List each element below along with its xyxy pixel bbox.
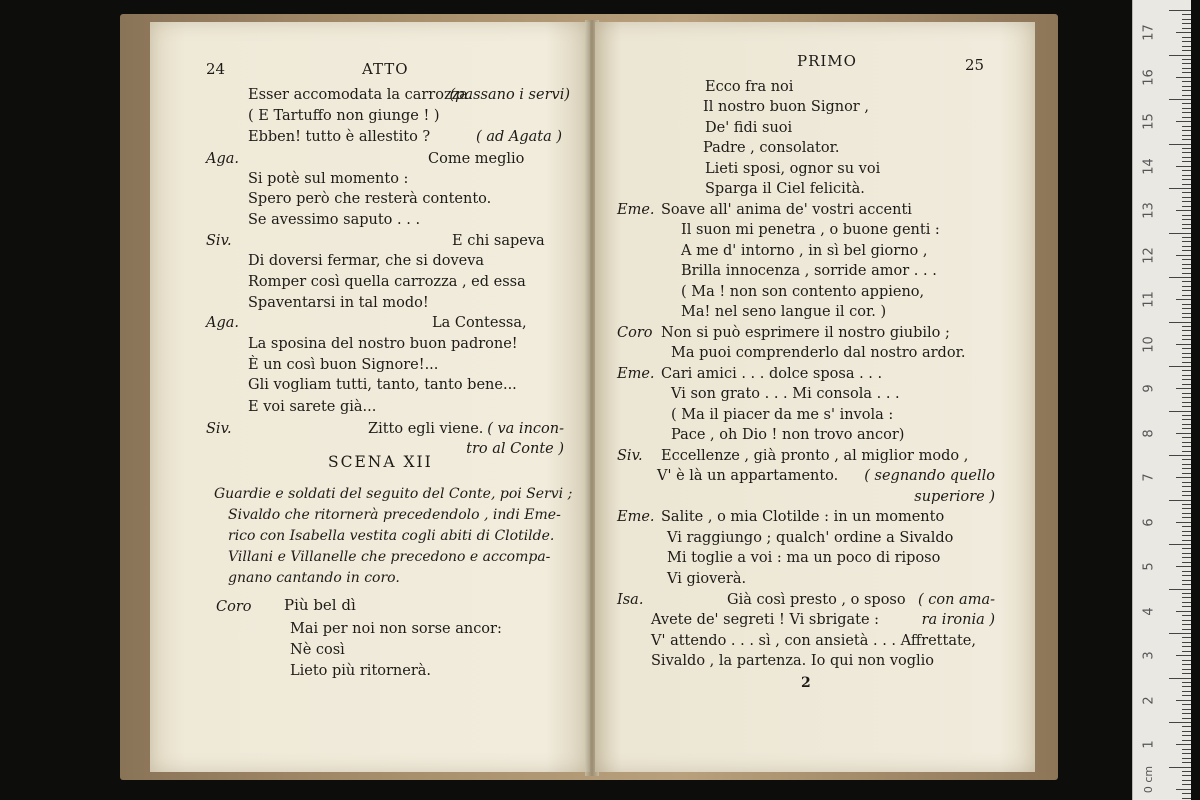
ruler-tick — [1182, 237, 1191, 238]
ruler-tick — [1182, 669, 1191, 670]
ruler-tick — [1182, 250, 1191, 251]
ruler-tick — [1169, 722, 1191, 723]
verse-line: E voi sarete già... — [248, 399, 377, 415]
verse-line: E chi sapeva — [452, 233, 545, 249]
verse-line: Cari amici . . . dolce sposa . . . — [661, 366, 883, 382]
ruler-unit: 0 cm — [1142, 765, 1156, 794]
ruler-tick — [1182, 584, 1191, 585]
ruler-tick — [1182, 219, 1191, 220]
ruler-tick — [1182, 695, 1191, 696]
ruler-tick — [1182, 197, 1191, 198]
ruler-tick — [1182, 713, 1191, 714]
ruler-number: 11 — [1141, 291, 1157, 308]
ruler-tick — [1182, 798, 1191, 799]
verse-line: ( Ma il piacer da me s' invola : — [671, 407, 894, 423]
stage-note: superiore ) — [914, 489, 995, 505]
verse-line: Se avessimo saputo . . . — [248, 212, 421, 228]
verse-line: Sparga il Ciel felicità. — [705, 181, 865, 197]
ruler-tick — [1182, 548, 1191, 549]
verse-line: A me d' intorno , in sì bel giorno , — [681, 243, 928, 259]
ruler-tick — [1182, 90, 1191, 91]
ruler-tick — [1182, 664, 1191, 665]
ruler-tick — [1169, 500, 1191, 501]
ruler-tick — [1182, 72, 1191, 73]
ruler-tick — [1176, 566, 1191, 567]
ruler-tick — [1176, 299, 1191, 300]
stage-note: ( segnando quello — [864, 468, 995, 484]
ruler-tick — [1182, 646, 1191, 647]
ruler-tick — [1182, 749, 1191, 750]
ruler-tick — [1182, 784, 1191, 785]
ruler-tick — [1182, 135, 1191, 136]
ruler-tick — [1169, 233, 1191, 234]
ruler-tick — [1182, 718, 1191, 719]
verse-line: Lieti sposi, ognor su voi — [705, 161, 881, 177]
speaker-label: Aga. — [206, 315, 240, 331]
ruler-number: 10 — [1141, 335, 1157, 353]
verse-line: Il suon mi penetra , o buone genti : — [681, 222, 940, 238]
ruler-tick — [1182, 415, 1191, 416]
ruler-tick — [1169, 544, 1191, 545]
ruler-tick — [1182, 23, 1191, 24]
ruler-tick — [1182, 206, 1191, 207]
ruler-tick — [1182, 63, 1191, 64]
ruler-tick — [1182, 19, 1191, 20]
ruler-tick — [1182, 482, 1191, 483]
speaker-label: Siv. — [617, 448, 643, 464]
verse-line: Soave all' anima de' vostri accenti — [661, 202, 912, 218]
verse-line: Sivaldo , la partenza. Io qui non voglio — [651, 653, 935, 669]
ruler-tick — [1169, 767, 1191, 768]
verse-line: Zitto egli viene. — [368, 421, 484, 437]
ruler-number: 2 — [1141, 695, 1157, 705]
ruler-tick — [1169, 10, 1191, 11]
verse-line: Di doversi fermar, che si doveva — [248, 253, 485, 269]
ruler-tick — [1182, 762, 1191, 763]
verse-line: Mi toglie a voi : ma un poco di riposo — [667, 550, 941, 566]
ruler-tick — [1176, 77, 1191, 78]
ruler-tick — [1169, 99, 1191, 100]
coro-verse-line: Nè così — [290, 642, 345, 658]
scene-heading: SCENA XII — [328, 453, 433, 471]
verse-line: V' attendo . . . sì , con ansietà . . . Affrettate, — [651, 633, 976, 649]
ruler-tick — [1176, 255, 1191, 256]
ruler-tick — [1182, 28, 1191, 29]
stage-direction-line: gnano cantando in coro. — [228, 570, 400, 586]
ruler-tick — [1182, 286, 1191, 287]
ruler-tick — [1182, 290, 1191, 291]
speaker-label: Eme. — [617, 202, 655, 218]
ruler-tick — [1182, 437, 1191, 438]
ruler-tick — [1182, 504, 1191, 505]
speaker-label: Siv. — [206, 421, 232, 437]
ruler-tick — [1182, 606, 1191, 607]
speaker-label: Coro — [617, 325, 653, 341]
ruler-tick — [1182, 597, 1191, 598]
ruler-tick — [1182, 446, 1191, 447]
ruler-tick — [1182, 330, 1191, 331]
stage-note: ra ironia ) — [921, 612, 995, 628]
verse-line: La Contessa, — [432, 315, 527, 331]
ruler-tick — [1182, 59, 1191, 60]
ruler-tick — [1182, 184, 1191, 185]
ruler-tick — [1182, 442, 1191, 443]
verse-line: Vi raggiungo ; qualch' ordine a Sivaldo — [667, 530, 954, 546]
ruler-tick — [1182, 531, 1191, 532]
ruler-tick — [1182, 562, 1191, 563]
ruler-tick — [1182, 201, 1191, 202]
ruler-tick — [1176, 433, 1191, 434]
verse-line: Vi gioverà. — [667, 571, 747, 587]
coro-verse-line: Più bel dì — [284, 596, 356, 614]
ruler-tick — [1182, 379, 1191, 380]
verse-line: Gli vogliam tutti, tanto, tanto bene... — [248, 377, 517, 393]
ruler-number: 14 — [1141, 157, 1157, 175]
verse-line: Ma! nel seno langue il cor. ) — [681, 304, 887, 320]
ruler-tick — [1169, 455, 1191, 456]
ruler-tick — [1182, 37, 1191, 38]
ruler-tick — [1182, 704, 1191, 705]
ruler-tick — [1169, 366, 1191, 367]
ruler-tick — [1182, 682, 1191, 683]
ruler-tick — [1182, 117, 1191, 118]
ruler-tick — [1182, 540, 1191, 541]
verse-line: Come meglio — [428, 151, 525, 167]
ruler-tick — [1182, 362, 1191, 363]
ruler-tick — [1182, 468, 1191, 469]
ruler-tick — [1182, 517, 1191, 518]
ruler-tick — [1182, 304, 1191, 305]
verse-line: De' fidi suoi — [705, 120, 793, 136]
ruler-tick — [1182, 771, 1191, 772]
page-number-left: 24 — [206, 60, 226, 78]
ruler-tick — [1182, 620, 1191, 621]
verse-line: Vi son grato . . . Mi consola . . . — [671, 386, 900, 402]
ruler-tick — [1169, 277, 1191, 278]
ruler-number: 5 — [1141, 562, 1157, 571]
ruler-tick — [1182, 41, 1191, 42]
ruler-tick — [1182, 14, 1191, 15]
verse-line: Padre , consolator. — [703, 140, 840, 156]
verse-line: Esser accomodata la carrozza. — [248, 87, 473, 103]
verse-line: Ebben! tutto è allestito ? — [248, 129, 431, 145]
ruler-tick — [1169, 144, 1191, 145]
ruler-number: 4 — [1141, 606, 1157, 616]
ruler-tick — [1182, 335, 1191, 336]
speaker-label: Eme. — [617, 366, 655, 382]
verse-line: Spero però che resterà contento. — [248, 191, 492, 207]
verse-line: Pace , oh Dio ! non trovo ancor) — [671, 427, 905, 443]
ruler-number: 8 — [1141, 428, 1157, 438]
ruler-tick — [1182, 602, 1191, 603]
ruler-tick — [1182, 161, 1191, 162]
verse-line: Ma puoi comprenderlo dal nostro ardor. — [671, 345, 966, 361]
right-page — [595, 22, 1035, 772]
ruler-tick — [1182, 339, 1191, 340]
verse-line: Eccellenze , già pronto , al miglior modo , — [661, 448, 969, 464]
ruler-tick — [1182, 246, 1191, 247]
ruler-tick — [1182, 526, 1191, 527]
ruler-tick — [1182, 259, 1191, 260]
stage-note: ( va incon- — [487, 421, 564, 437]
ruler-tick — [1182, 241, 1191, 242]
ruler-tick — [1182, 126, 1191, 127]
page-number-right: 25 — [965, 56, 985, 74]
stage-direction-line: Sivaldo che ritornerà precedendolo , indi Eme- — [228, 507, 561, 523]
signature-mark: 2 — [801, 675, 811, 691]
ruler-tick — [1182, 402, 1191, 403]
verse-line: ( E Tartuffo non giunge ! ) — [248, 108, 440, 124]
ruler-tick — [1182, 175, 1191, 176]
speaker-label: Isa. — [617, 592, 644, 608]
ruler-tick — [1169, 678, 1191, 679]
stage-note: (passano i servi) — [449, 87, 570, 103]
ruler-tick — [1182, 112, 1191, 113]
verse-line: Avete de' segreti ! Vi sbrigate : — [651, 612, 880, 628]
ruler-number: 15 — [1141, 113, 1157, 130]
ruler-tick — [1176, 388, 1191, 389]
ruler-tick — [1182, 651, 1191, 652]
ruler-tick — [1182, 264, 1191, 265]
ruler-tick — [1182, 357, 1191, 358]
ruler-tick — [1182, 575, 1191, 576]
ruler-tick — [1182, 473, 1191, 474]
ruler-tick — [1169, 322, 1191, 323]
ruler-tick — [1182, 326, 1191, 327]
ruler-tick — [1182, 317, 1191, 318]
ruler-tick — [1182, 775, 1191, 776]
ruler-tick — [1182, 170, 1191, 171]
verse-line: Si potè sul momento : — [248, 171, 409, 187]
speaker-label: Siv. — [206, 233, 232, 249]
ruler-tick — [1169, 188, 1191, 189]
verse-line: La sposina del nostro buon padrone! — [248, 336, 518, 352]
left-page — [150, 22, 590, 772]
ruler-tick — [1182, 637, 1191, 638]
ruler-tick — [1182, 397, 1191, 398]
ruler-tick — [1182, 459, 1191, 460]
ruler-tick — [1182, 224, 1191, 225]
stage-direction-line: Guardie e soldati del seguito del Conte, poi Servi ; — [214, 486, 573, 502]
ruler-tick — [1182, 593, 1191, 594]
running-head-left: ATTO — [362, 60, 409, 78]
ruler-tick — [1182, 495, 1191, 496]
ruler-tick — [1182, 68, 1191, 69]
ruler-tick — [1182, 393, 1191, 394]
verse-line: È un così buon Signore!... — [248, 357, 439, 373]
ruler-tick — [1182, 642, 1191, 643]
ruler-tick — [1182, 491, 1191, 492]
ruler-tick — [1176, 655, 1191, 656]
ruler-tick — [1182, 308, 1191, 309]
ruler-tick — [1176, 744, 1191, 745]
ruler-tick — [1182, 152, 1191, 153]
ruler-tick — [1182, 686, 1191, 687]
ruler-tick — [1176, 789, 1191, 790]
ruler-tick — [1182, 157, 1191, 158]
ruler-tick — [1182, 508, 1191, 509]
ruler-tick — [1176, 32, 1191, 33]
stage-note: ( con ama- — [917, 592, 995, 608]
ruler-tick — [1176, 522, 1191, 523]
ruler-number: 9 — [1141, 384, 1157, 393]
verse-line: Brilla innocenza , sorride amor . . . — [681, 263, 937, 279]
stage-note: ( ad Agata ) — [476, 129, 562, 145]
ruler-tick — [1182, 486, 1191, 487]
ruler-tick — [1182, 273, 1191, 274]
stage-direction-line: rico con Isabella vestita cogli abiti di Clotilde. — [228, 528, 555, 544]
ruler-tick — [1182, 513, 1191, 514]
speaker-label: Eme. — [617, 509, 655, 525]
ruler-tick — [1182, 424, 1191, 425]
verse-line: Salite , o mia Clotilde : in un momento — [661, 509, 945, 525]
ruler-tick — [1182, 370, 1191, 371]
ruler-tick — [1182, 428, 1191, 429]
ruler-tick — [1182, 753, 1191, 754]
ruler-tick — [1182, 580, 1191, 581]
measuring-ruler — [1132, 0, 1191, 800]
ruler-tick — [1169, 589, 1191, 590]
speaker-label: Aga. — [206, 151, 240, 167]
ruler-tick — [1182, 535, 1191, 536]
ruler-tick — [1182, 557, 1191, 558]
verse-line: Ecco fra noi — [705, 79, 794, 95]
ruler-tick — [1182, 95, 1191, 96]
running-head-right: PRIMO — [797, 52, 857, 70]
ruler-tick — [1182, 281, 1191, 282]
ruler-tick — [1182, 148, 1191, 149]
ruler-tick — [1182, 103, 1191, 104]
ruler-tick — [1169, 55, 1191, 56]
ruler-tick — [1182, 139, 1191, 140]
ruler-tick — [1182, 660, 1191, 661]
ruler-number: 17 — [1141, 24, 1157, 41]
ruler-tick — [1182, 268, 1191, 269]
ruler-tick — [1176, 121, 1191, 122]
coro-verse-line: Lieto più ritornerà. — [290, 663, 432, 679]
ruler-tick — [1182, 740, 1191, 741]
ruler-tick — [1182, 192, 1191, 193]
ruler-tick — [1182, 780, 1191, 781]
ruler-tick — [1182, 406, 1191, 407]
ruler-tick — [1182, 691, 1191, 692]
ruler-tick — [1182, 451, 1191, 452]
verse-line: ( Ma ! non son contento appieno, — [681, 284, 925, 300]
ruler-tick — [1182, 464, 1191, 465]
ruler-tick — [1182, 86, 1191, 87]
ruler-tick — [1182, 215, 1191, 216]
ruler-tick — [1176, 700, 1191, 701]
ruler-tick — [1182, 735, 1191, 736]
ruler-tick — [1176, 166, 1191, 167]
ruler-tick — [1182, 615, 1191, 616]
ruler-tick — [1169, 411, 1191, 412]
ruler-tick — [1182, 313, 1191, 314]
ruler-tick — [1182, 571, 1191, 572]
ruler-number: 16 — [1141, 68, 1157, 86]
ruler-tick — [1182, 353, 1191, 354]
ruler-tick — [1182, 673, 1191, 674]
ruler-tick — [1182, 375, 1191, 376]
coro-speaker: Coro — [216, 599, 252, 615]
ruler-tick — [1182, 726, 1191, 727]
ruler-tick — [1182, 50, 1191, 51]
ruler-tick — [1182, 624, 1191, 625]
ruler-tick — [1176, 344, 1191, 345]
ruler-number: 12 — [1141, 246, 1157, 264]
ruler-number: 6 — [1141, 517, 1157, 527]
ruler-tick — [1182, 46, 1191, 47]
stage-note: tro al Conte ) — [466, 441, 564, 457]
ruler-tick — [1176, 210, 1191, 211]
ruler-tick — [1182, 108, 1191, 109]
ruler-tick — [1182, 793, 1191, 794]
ruler-tick — [1182, 295, 1191, 296]
ruler-tick — [1176, 611, 1191, 612]
stage-direction-line: Villani e Villanelle che precedono e accompa- — [228, 549, 551, 565]
verse-line: Il nostro buon Signor , — [703, 99, 869, 115]
ruler-tick — [1182, 709, 1191, 710]
ruler-tick — [1182, 228, 1191, 229]
ruler-tick — [1169, 633, 1191, 634]
verse-line: Non si può esprimere il nostro giubilo ; — [661, 325, 950, 341]
ruler-tick — [1176, 477, 1191, 478]
coro-verse-line: Mai per noi non sorse ancor: — [290, 621, 502, 637]
ruler-tick — [1182, 130, 1191, 131]
ruler-tick — [1182, 629, 1191, 630]
ruler-tick — [1182, 553, 1191, 554]
ruler-tick — [1182, 758, 1191, 759]
ruler-number: 3 — [1141, 651, 1157, 660]
verse-line: Romper così quella carrozza , ed essa — [248, 274, 526, 290]
ruler-tick — [1182, 81, 1191, 82]
ruler-tick — [1182, 179, 1191, 180]
ruler-tick — [1182, 384, 1191, 385]
ruler-tick — [1182, 348, 1191, 349]
ruler-tick — [1182, 731, 1191, 732]
verse-line: V' è là un appartamento. — [657, 468, 839, 484]
ruler-tick — [1182, 419, 1191, 420]
verse-line: Già così presto , o sposo — [727, 592, 906, 608]
ruler-number: 1 — [1141, 740, 1157, 749]
verse-line: Spaventarsi in tal modo! — [248, 295, 429, 311]
ruler-number: 13 — [1141, 202, 1157, 219]
ruler-number: 7 — [1141, 473, 1157, 482]
